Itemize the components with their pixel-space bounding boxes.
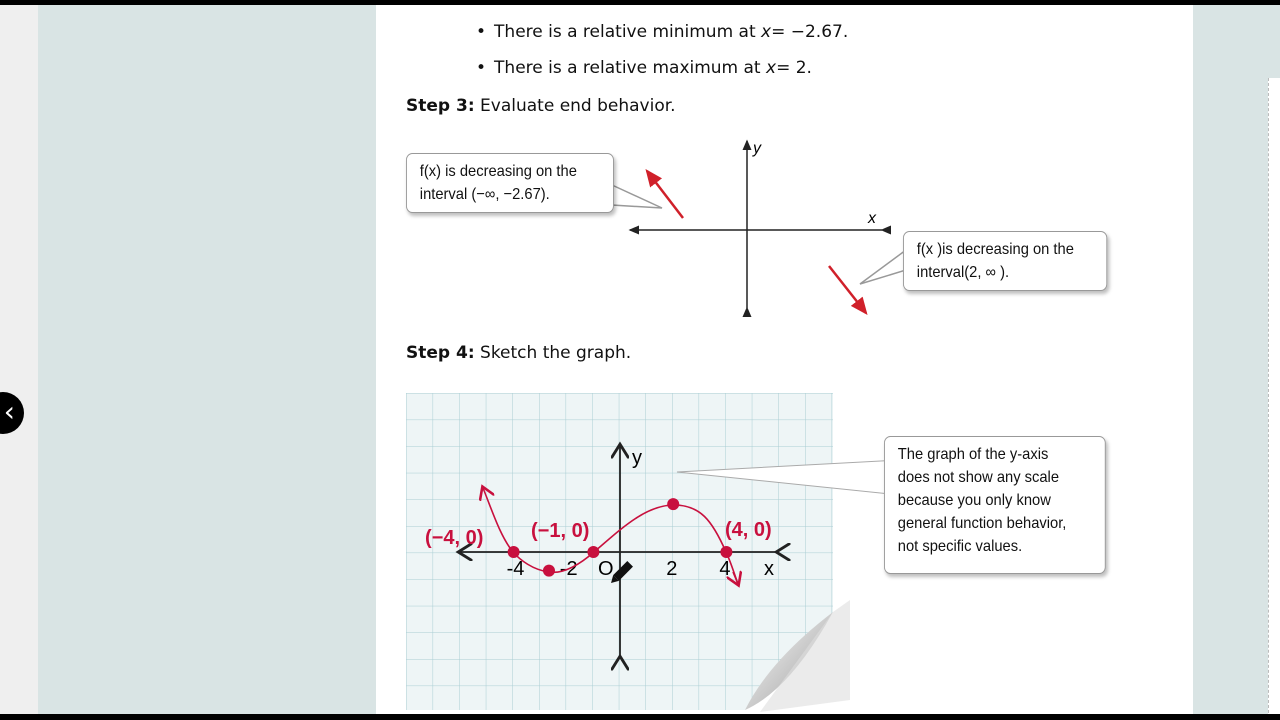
bottom-bar [0,714,1280,720]
x-tick-label: 2 [666,558,678,580]
origin-label: O [598,558,614,580]
left-end-arrow [647,171,683,218]
right-end-arrow [829,266,866,313]
x-axis-label: x [868,210,876,227]
chevron-left-icon: ‹ [3,395,15,428]
data-point [508,546,520,558]
bullet-relative-minimum: • There is a relative minimum at x= −2.67. [476,22,848,42]
point-label: (4, 0) [725,519,772,541]
bullet-relative-maximum: • There is a relative maximum at x= 2. [476,58,812,78]
step-4-heading: Step 4: Sketch the graph. [406,343,632,363]
point-label: (−4, 0) [425,527,484,549]
callout-right-decreasing: f(x )is decreasing on the interval(2, ∞ ). [903,231,1107,291]
data-point [543,565,555,577]
x-tick-label: -2 [559,558,578,580]
y-axis-label: y [753,140,761,157]
callout-left-decreasing: f(x) is decreasing on the interval (−∞, −2.67). [406,153,614,213]
data-point [667,498,679,510]
step-3-heading: Step 3: Evaluate end behavior. [406,96,676,116]
data-point [720,546,732,558]
callout-graph-scale: The graph of the y-axis does not show any scale because you only know general function behavior, not specific values. [884,436,1106,574]
point-label: (−1, 0) [531,520,590,542]
graph-x-label: x [764,558,774,580]
x-tick-label: 4 [719,558,731,580]
x-tick-label: -4 [506,558,525,580]
graph-y-label: y [632,447,642,469]
data-point [587,546,599,558]
